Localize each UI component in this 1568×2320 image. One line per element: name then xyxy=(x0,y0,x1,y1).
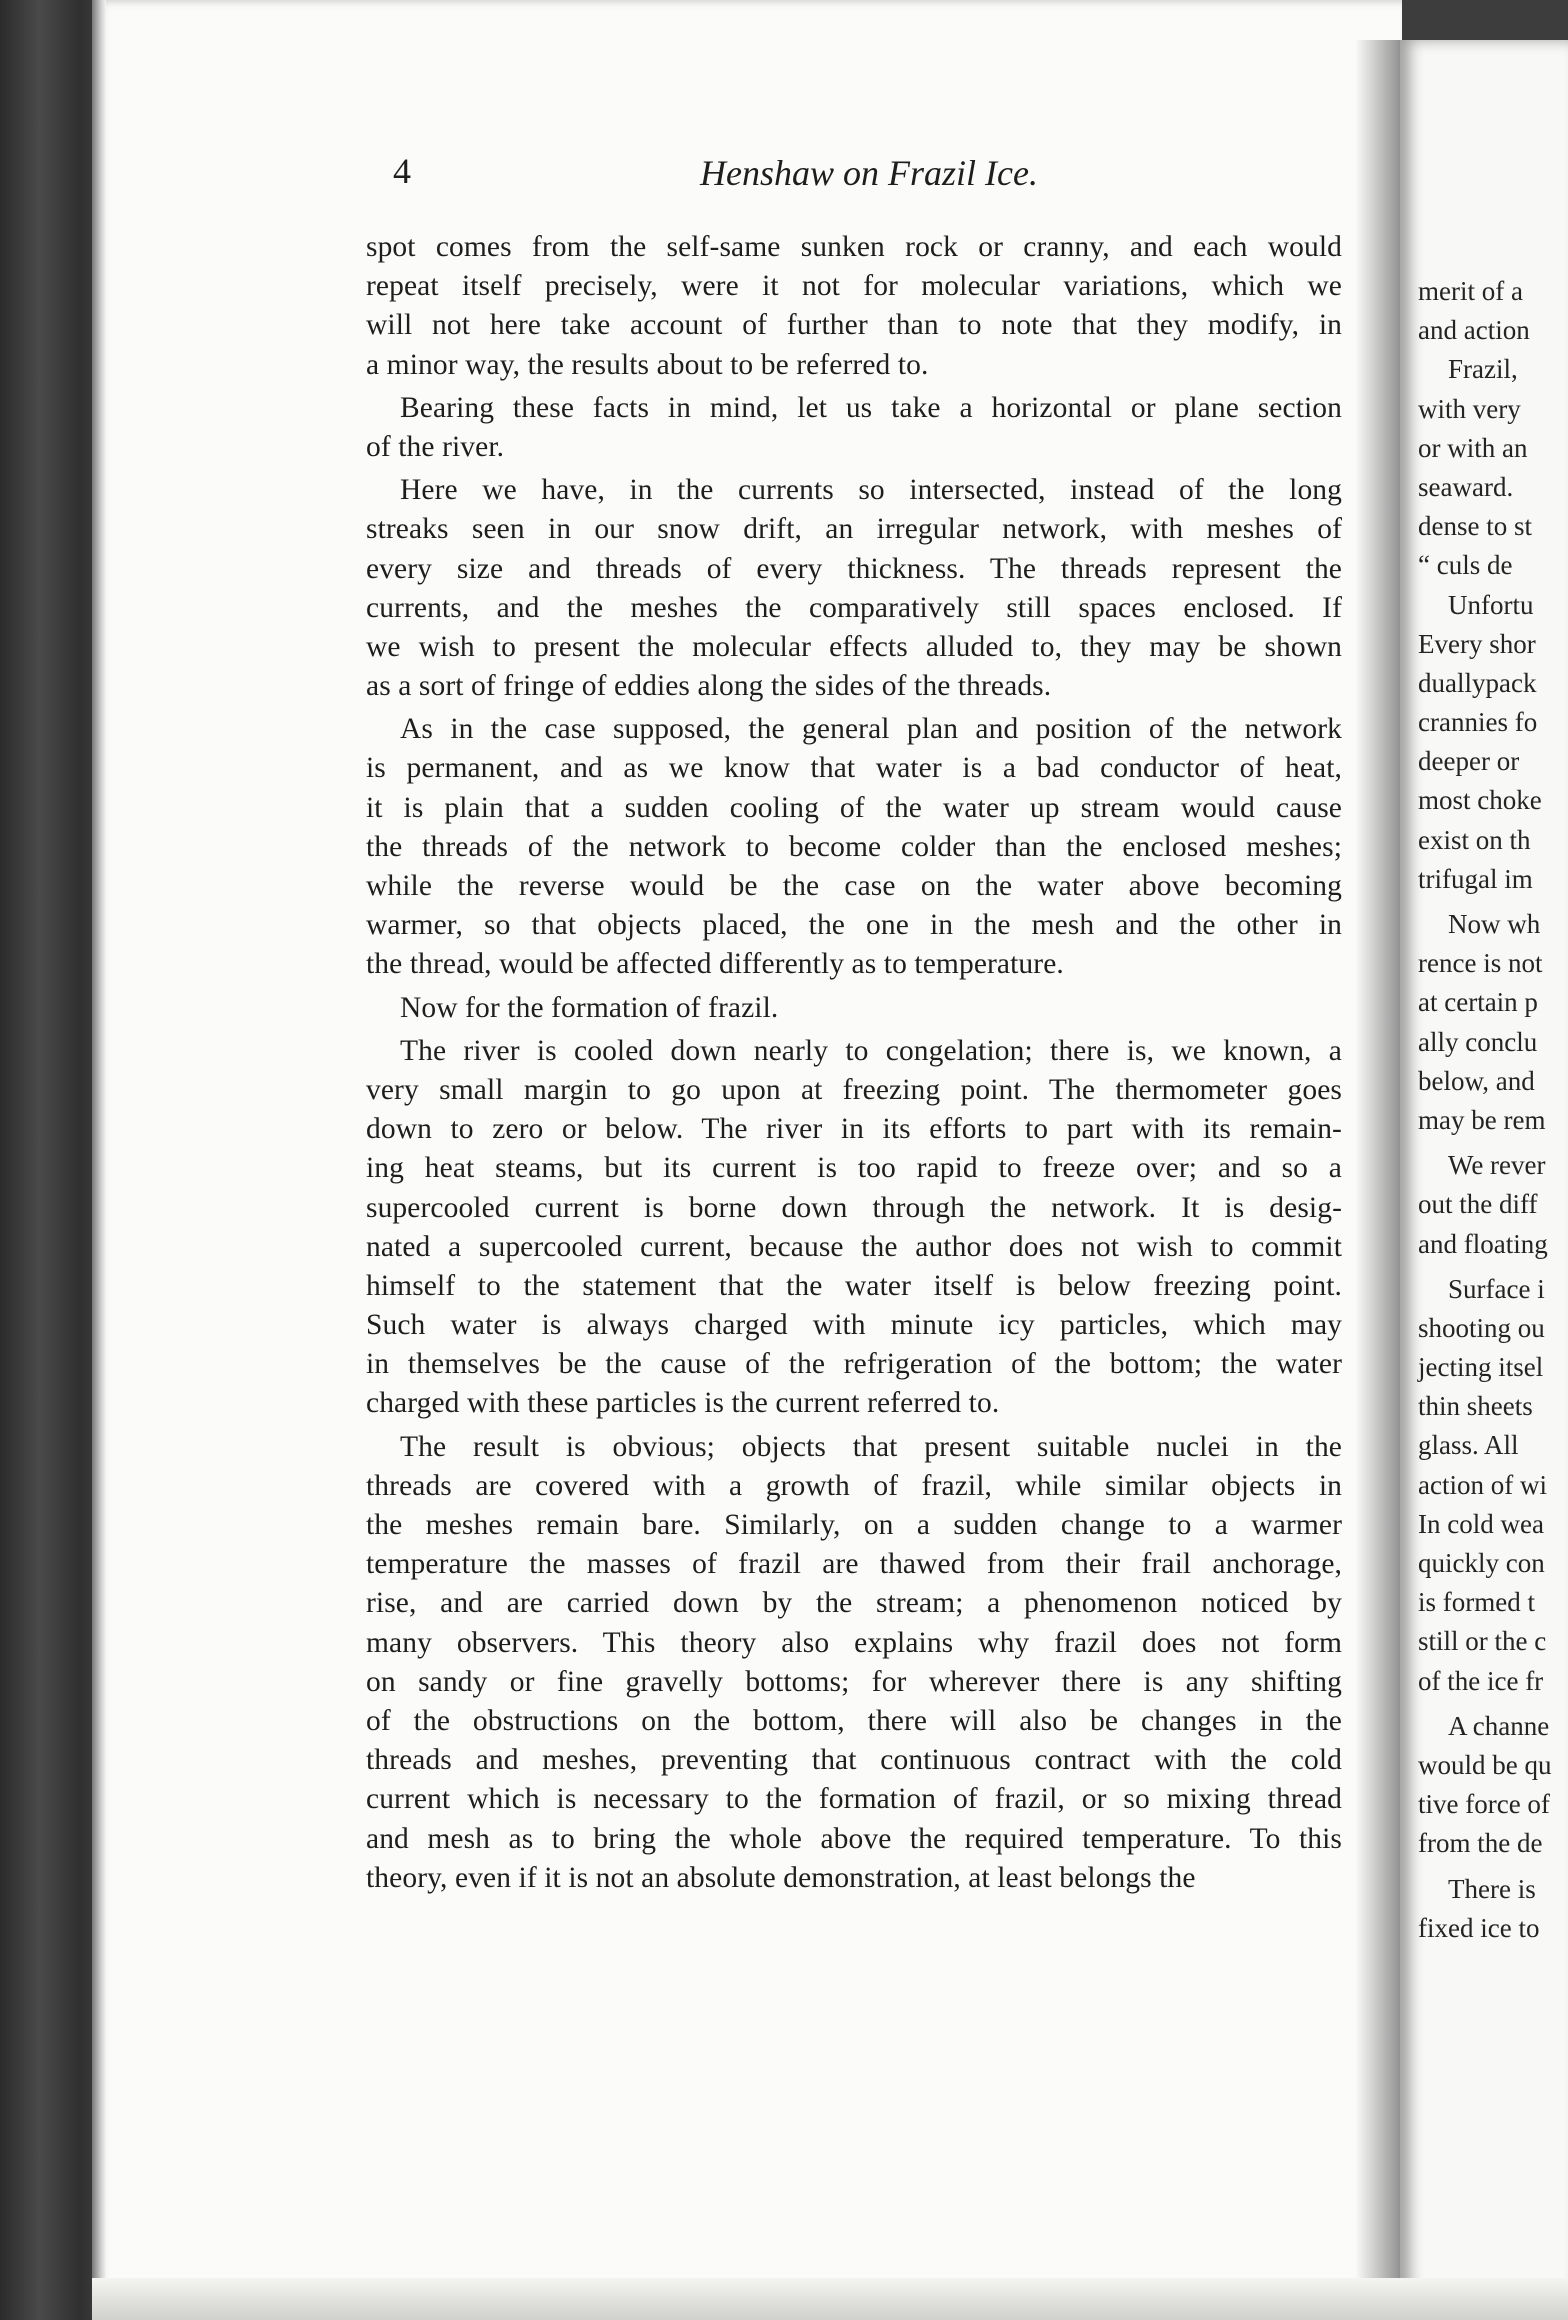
running-head: Henshaw on Frazil Ice. xyxy=(700,153,1038,193)
text-line: streaks seen in our snow drift, an irregular network, with meshes of xyxy=(366,513,1342,546)
paragraph xyxy=(366,710,1342,984)
right-page-line: of the ice fr xyxy=(1418,1665,1544,1696)
paragraph xyxy=(366,1428,1342,1898)
right-page-line: merit of a xyxy=(1418,276,1523,306)
right-page-line: shooting ou xyxy=(1418,1312,1545,1343)
text-line: nated a supercooled current, because the author does not wish to commit xyxy=(366,1230,1342,1263)
right-page-line: fixed ice to xyxy=(1418,1912,1540,1943)
paragraph xyxy=(366,471,1342,706)
right-page-line: duallypack xyxy=(1418,667,1537,698)
text-line: threads and meshes, preventing that continuous contract with the cold xyxy=(366,1744,1342,1777)
right-page-line: would be qu xyxy=(1418,1749,1552,1780)
right-page-line: tive force of xyxy=(1418,1789,1550,1820)
right-page-line: A channe xyxy=(1448,1710,1550,1741)
right-page-line: thin sheets xyxy=(1418,1391,1533,1422)
right-page-text xyxy=(1418,272,1568,1948)
paragraph xyxy=(366,989,1342,1028)
text-line: the threads of the network to become colder than the enclosed meshes; xyxy=(366,830,1342,863)
body-text xyxy=(366,228,1342,1902)
right-page-line: trifugal im xyxy=(1418,863,1533,894)
right-page-line: action of wi xyxy=(1418,1469,1547,1500)
right-page-line: Every shor xyxy=(1418,628,1536,659)
text-line: a minor way, the results about to be referred to. xyxy=(366,348,929,381)
text-line: on sandy or fine gravelly bottoms; for wherever there is any shifting xyxy=(366,1665,1342,1698)
right-page-line: There is xyxy=(1448,1873,1536,1904)
text-line: Such water is always charged with minute icy particles, which may xyxy=(366,1309,1342,1342)
page-bottom-edge xyxy=(92,2278,1568,2320)
paragraph xyxy=(366,228,1342,385)
right-page-line: seaward. xyxy=(1418,471,1514,502)
right-page-line: glass. All xyxy=(1418,1430,1519,1461)
text-line: supercooled current is borne down through the network. It is desig- xyxy=(366,1191,1342,1224)
text-line: The river is cooled down nearly to congelation; there is, we known, a xyxy=(400,1034,1342,1067)
text-line: current which is necessary to the formation of frazil, or so mixing thread xyxy=(366,1783,1342,1816)
right-page-line: and action xyxy=(1418,315,1530,346)
right-page-line: ally conclu xyxy=(1418,1026,1538,1057)
text-line: very small margin to go upon at freezing point. The thermometer goes xyxy=(366,1073,1342,1106)
right-page-line: from the de xyxy=(1418,1828,1543,1859)
right-page-line: In cold wea xyxy=(1418,1508,1544,1539)
text-line: The result is obvious; objects that present suitable nuclei in the xyxy=(400,1430,1342,1463)
right-page-line: rence is not xyxy=(1418,948,1543,979)
right-page-line: quickly con xyxy=(1418,1548,1545,1578)
text-line: of the obstructions on the bottom, there will also be changes in the xyxy=(366,1704,1342,1737)
page-edge xyxy=(92,0,106,2320)
text-line: Here we have, in the currents so intersected, instead of the long xyxy=(400,474,1342,507)
text-line: repeat itself precisely, were it not for molecular variations, which we xyxy=(366,270,1342,303)
text-line: charged with these particles is the current referred to. xyxy=(366,1387,1000,1420)
text-line: and mesh as to bring the whole above the required temperature. To this xyxy=(366,1822,1342,1855)
text-line: is permanent, and as we know that water is a bad conductor of heat, xyxy=(366,752,1342,785)
text-line: ing heat steams, but its current is too rapid to freeze over; and so a xyxy=(366,1152,1342,1185)
text-line: the meshes remain bare. Similarly, on a sudden change to a warmer xyxy=(366,1509,1342,1541)
text-line: temperature the masses of frazil are thawed from their frail anchorage, xyxy=(366,1548,1342,1581)
right-page-line: Now wh xyxy=(1448,909,1541,939)
right-page-line: with very xyxy=(1418,393,1521,424)
right-page-line: or with an xyxy=(1418,432,1528,463)
text-line: of the river. xyxy=(366,430,505,463)
text-line: Now for the formation of frazil. xyxy=(400,991,779,1024)
right-page-line: below, and xyxy=(1418,1065,1535,1096)
right-page-line: Frazil, xyxy=(1448,354,1518,385)
right-page-line: crannies fo xyxy=(1418,707,1538,738)
right-page-line: out the diff xyxy=(1418,1189,1538,1220)
right-page-line: Surface i xyxy=(1448,1273,1545,1304)
text-line: himself to the statement that the water itself is below freezing point. xyxy=(366,1269,1342,1302)
right-page-line: Unfortu xyxy=(1448,589,1534,620)
text-line: Bearing these facts in mind, let us take a horizontal or plane section xyxy=(400,391,1342,424)
text-line: as a sort of fringe of eddies along the sides of the threads. xyxy=(366,670,1052,703)
text-line: down to zero or below. The river in its efforts to part with its remain- xyxy=(366,1113,1342,1146)
paragraph xyxy=(366,389,1342,467)
right-page-line: most choke xyxy=(1418,785,1542,816)
text-line: the thread, would be affected differently as to temperature. xyxy=(366,948,1064,981)
text-line: while the reverse would be the case on the water above becoming xyxy=(366,870,1342,902)
text-line: theory, even if it is not an absolute demonstration, at least belongs the xyxy=(366,1861,1196,1894)
right-page xyxy=(1400,40,1568,2320)
right-page-line: deeper or xyxy=(1418,746,1520,777)
text-line: threads are covered with a growth of frazil, while similar objects in xyxy=(366,1469,1342,1502)
right-page-line: at certain p xyxy=(1418,987,1538,1018)
text-line: every size and threads of every thickness. The threads represent the xyxy=(366,552,1342,585)
right-page-line: and floating xyxy=(1418,1228,1548,1259)
right-page-line: We rever xyxy=(1448,1150,1546,1181)
right-page-line: is formed t xyxy=(1418,1587,1535,1618)
right-page-line: may be rem xyxy=(1418,1104,1546,1135)
text-line: it is plain that a sudden cooling of the water up stream would cause xyxy=(366,791,1342,824)
text-line: As in the case supposed, the general plan and position of the network xyxy=(400,713,1342,746)
paragraph xyxy=(366,1032,1342,1424)
right-page-line: “ culs de xyxy=(1418,550,1513,581)
text-line: many observers. This theory also explains why frazil does not form xyxy=(366,1626,1342,1659)
right-page-line: dense to st xyxy=(1418,511,1532,542)
text-line: warmer, so that objects placed, the one in the mesh and the other in xyxy=(366,909,1342,942)
text-line: currents, and the meshes the comparatively still spaces enclosed. If xyxy=(366,591,1342,624)
page-number: 4 xyxy=(393,151,412,191)
text-line: we wish to present the molecular effects alluded to, they may be shown xyxy=(366,630,1342,663)
text-line: rise, and are carried down by the stream; a phenomenon noticed by xyxy=(366,1587,1342,1620)
text-line: in themselves be the cause of the refrigeration of the bottom; the water xyxy=(366,1348,1342,1381)
right-page-line: jecting itsel xyxy=(1418,1352,1544,1383)
text-line: will not here take account of further than to note that they modify, in xyxy=(366,309,1342,342)
text-line: spot comes from the self-same sunken rock or cranny, and each would xyxy=(366,231,1342,263)
right-page-line: exist on th xyxy=(1418,824,1531,855)
right-page-line: still or the c xyxy=(1418,1626,1547,1657)
